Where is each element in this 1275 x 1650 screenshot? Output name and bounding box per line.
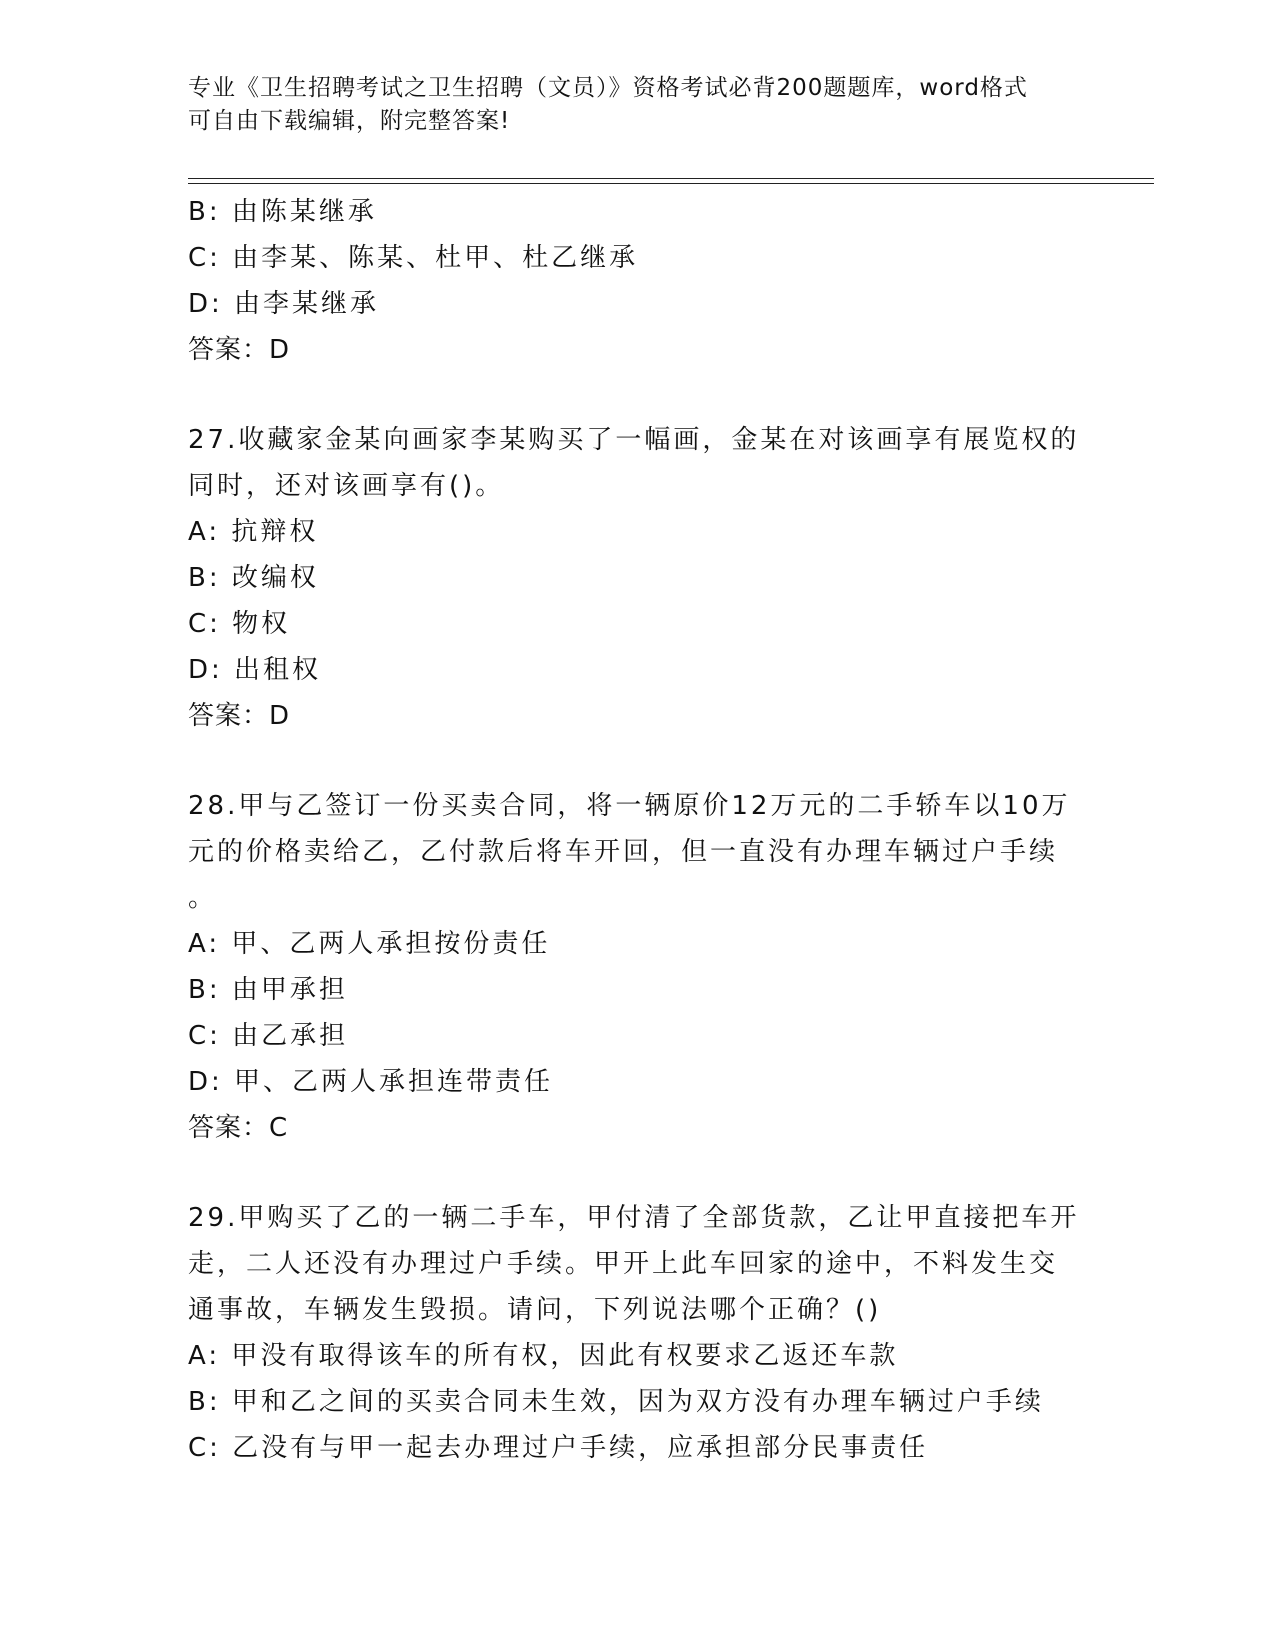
header-title-line-2: 可自由下载编辑，附完整答案! [188,108,511,134]
question-28-stem-line-1: 28.甲与乙签订一份买卖合同，将一辆原价12万元的二手轿车以10万 [188,791,1071,821]
question-26-option-b: B: 由陈某继承 [188,197,377,227]
question-28-option-c: C: 由乙承担 [188,1021,349,1051]
question-29-option-c: C: 乙没有与甲一起去办理过户手续，应承担部分民事责任 [188,1433,929,1463]
question-26-option-c: C: 由李某、陈某、杜甲、杜乙继承 [188,243,639,273]
question-27-stem-line-1: 27.收藏家金某向画家李某购买了一幅画，金某在对该画享有展览权的 [188,425,1080,455]
question-29-block [188,1195,1088,1471]
question-28-block [188,783,1088,1151]
question-27-option-c: C: 物权 [188,609,291,639]
question-29-stem-line-2: 走，二人还没有办理过户手续。甲开上此车回家的途中，不料发生交 [188,1249,1059,1279]
question-spacer [188,739,1088,783]
question-29-stem-line-3: 通事故，车辆发生毁损。请问，下列说法哪个正确？() [188,1295,882,1325]
question-26-answer: 答案：D [188,335,291,365]
question-spacer [188,1151,1088,1195]
question-27-option-b: B: 改编权 [188,563,319,593]
question-27-answer: 答案：D [188,701,291,731]
question-27-block [188,417,1088,739]
header-divider-top [188,178,1154,179]
question-27-stem-line-2: 同时，还对该画享有()。 [188,471,505,501]
question-spacer [188,373,1088,417]
question-26-block [188,189,1088,373]
question-28-stem-line-3: 。 [188,883,218,913]
question-28-stem-line-2: 元的价格卖给乙，乙付款后将车开回，但一直没有办理车辆过户手续 [188,837,1059,867]
question-27-option-a: A: 抗辩权 [188,517,319,547]
question-26-option-d: D: 由李某继承 [188,289,380,319]
question-29-stem-line-1: 29.甲购买了乙的一辆二手车，甲付清了全部货款，乙让甲直接把车开 [188,1203,1080,1233]
question-29-option-a: A: 甲没有取得该车的所有权，因此有权要求乙返还车款 [188,1341,899,1371]
question-27-option-d: D: 出租权 [188,655,322,685]
question-28-option-a: A: 甲、乙两人承担按份责任 [188,929,551,959]
question-28-option-d: D: 甲、乙两人承担连带责任 [188,1067,554,1097]
question-29-option-b: B: 甲和乙之间的买卖合同未生效，因为双方没有办理车辆过户手续 [188,1387,1044,1417]
header-title-line-1: 专业《卫生招聘考试之卫生招聘（文员）》资格考试必背200题题库，word格式 [188,75,1028,101]
question-28-option-b: B: 由甲承担 [188,975,348,1005]
header-divider-bottom [188,183,1154,184]
document-header [188,72,1088,138]
question-28-answer: 答案：C [188,1113,289,1143]
question-list [188,189,1088,1471]
